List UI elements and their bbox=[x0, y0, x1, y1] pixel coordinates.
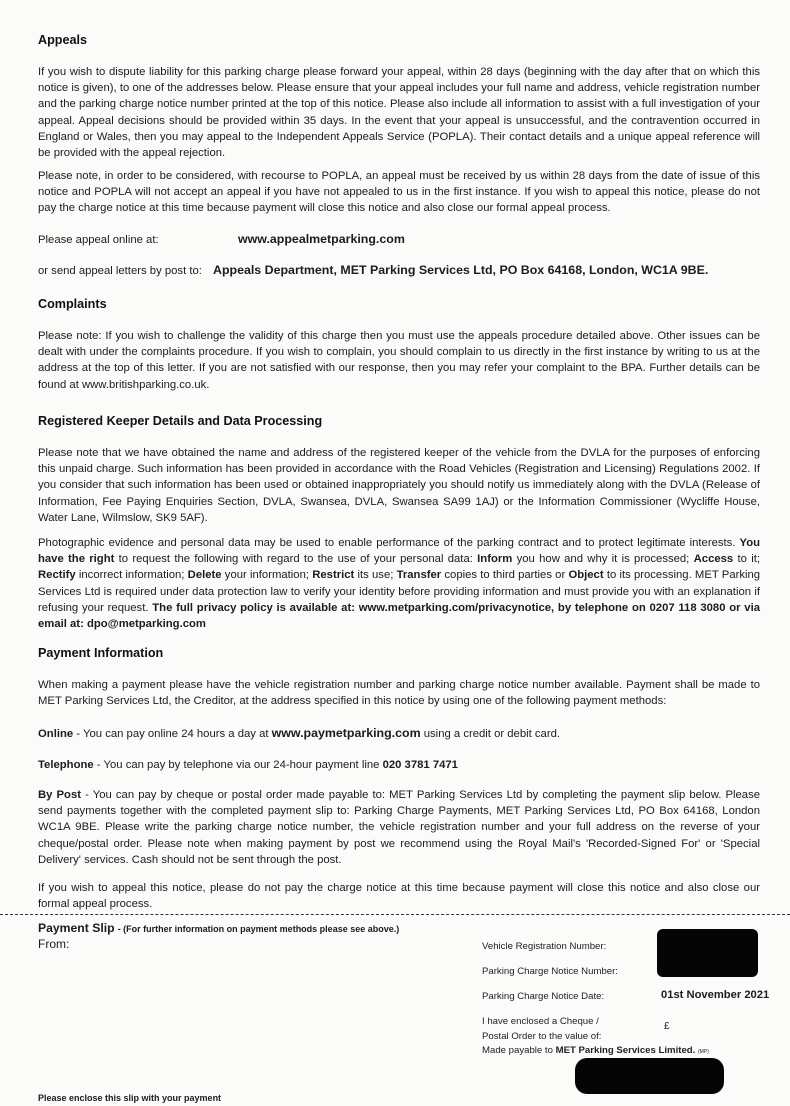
pcn-date-value: 01st November 2021 bbox=[661, 989, 770, 1001]
right-rectify: Rectify bbox=[38, 569, 76, 582]
complaints-heading: Complaints bbox=[38, 297, 107, 311]
keeper-heading: Registered Keeper Details and Data Processing bbox=[38, 414, 323, 428]
vrn-label: Vehicle Registration Number: bbox=[482, 941, 607, 952]
appeal-online-url[interactable]: www.appealmetparking.com bbox=[238, 232, 405, 246]
data-use-intro: Photographic evidence and personal data may be used to enable performance of the parking contract and to protect legitimate interests. bbox=[38, 537, 736, 549]
appeals-paragraph-1: If you wish to dispute liability for this parking charge please forward your appeal, within 28 days (beginning with the day after that on which this notice is given), to one of the addresses below. Please ensure that your appeal includes your full name and address, vehicle registration number and the parking charge notice number printed at the top of this notice. Please also include all information to assist with a full investigation of your appeal. Appeal decisions should be provided within 35 days. In the event that your appeal is unsuccessful, and the contravention occurred in England or Wales, then you may appeal to the Independent Appeals Service (POPLA). Their contact details and a unique appeal reference will be provided with the appeal rejection. bbox=[38, 66, 760, 160]
redacted-box-vehicle bbox=[657, 929, 758, 977]
pay-online-url[interactable]: www.paymetparking.com bbox=[271, 726, 421, 740]
appeal-online-label: Please appeal online at: bbox=[38, 234, 159, 246]
verification-text: to its processing. MET Parking Services Ltd is required under data protection law to verify your identity before providing information and must provide you with an explanation if refusing your request. bbox=[38, 569, 761, 614]
privacy-policy-text: The full privacy policy is available at: www.metparking.com/privacynotice, by telephone on 0207 118 3080 or via email at: dpo@metparking.com bbox=[38, 601, 761, 631]
currency-symbol: £ bbox=[664, 1021, 670, 1032]
pcn-date-label: Parking Charge Notice Date: bbox=[482, 991, 605, 1002]
slip-title-row bbox=[38, 920, 399, 937]
pay-online-text: - You can pay online 24 hours a day at bbox=[76, 728, 269, 740]
payable-name: MET Parking Services Limited. bbox=[555, 1045, 696, 1056]
right-transfer-text: copies to third parties or bbox=[444, 569, 566, 582]
pay-online-label: Online bbox=[38, 728, 74, 740]
appeal-post-address: Appeals Department, MET Parking Services Ltd, PO Box 64168, London, WC1A 9BE. bbox=[213, 263, 709, 277]
right-restrict: Restrict bbox=[312, 569, 355, 582]
right-restrict-text: its use; bbox=[357, 569, 394, 582]
redacted-box-reference bbox=[575, 1058, 724, 1094]
cheque-line-1: I have enclosed a Cheque / bbox=[482, 1016, 599, 1027]
payable-prefix: Made payable to bbox=[482, 1045, 553, 1056]
right-access: Access bbox=[693, 553, 734, 566]
pay-post-text: - You can pay by cheque or postal order made payable to: MET Parking Services Ltd by completing the payment slip below. Please send payments together with the completed payment slip to: Parking Charge Payments, MET Parking Services Ltd, PO Box 64168, London WC1A 9BE. Please write the parking charge notice number, the vehicle registration number and your full address on the reverse of your cheque/postal order. Please note when making payment by post we recommend using the Royal Mail's 'Recorded-Signed For' or 'Special Delivery' services. Cash should not be sent through the post. bbox=[38, 789, 761, 866]
complaints-paragraph: Please note: If you wish to challenge the validity of this charge then you must use the appeals procedure detailed above. Other issues can be dealt with under the complaints procedure. If you wish to complain, you should complain to us directly in the first instance by writing to us at the address at the top of this letter. If you are not satisfied with our response, then you may refer your complaint to the BPA. Further details can be found at www.britishparking.co.uk. bbox=[38, 330, 760, 391]
slip-bottom-note: Please enclose this slip with your payment bbox=[38, 1093, 222, 1103]
right-object: Object bbox=[568, 569, 604, 582]
slip-from-label: From: bbox=[38, 937, 70, 951]
pay-online-suffix: using a credit or debit card. bbox=[423, 728, 561, 740]
payment-final-paragraph: If you wish to appeal this notice, please do not pay the charge notice at this time because payment will close this notice and also close our formal appeal process. bbox=[38, 882, 760, 911]
pay-telephone-text: - You can pay by telephone via our 24-hour payment line bbox=[96, 759, 380, 771]
pay-online-line bbox=[38, 725, 560, 742]
right-inform-text: you how and why it is processed; bbox=[516, 553, 690, 566]
keeper-paragraph-1: Please note that we have obtained the name and address of the registered keeper of the vehicle from the DVLA for the purposes of enforcing this unpaid charge. Such information has been provided in accordance with the Road Vehicles (Registration and Licensing) Regulations 2002. If you consider that such information has been used or obtained inappropriately you should notify us immediately along with the DVLA (Release of Information, Fee Paying Enquiries Section, DVLA, Swansea, DVLA, Swansea SA99 1AJ) or the Information Commissioner (Wycliffe House, Water Lane, Wilmslow, SK9 5AF). bbox=[38, 447, 760, 524]
payment-paragraph: When making a payment please have the vehicle registration number and parking charge notice number available. Payment shall be made to MET Parking Services Ltd, the Creditor, at the address specified in this notice by using one of the following payment methods: bbox=[38, 679, 760, 708]
right-inform: Inform bbox=[477, 553, 513, 566]
right-delete-text: your information; bbox=[224, 569, 309, 582]
pay-telephone-label: Telephone bbox=[38, 759, 94, 771]
rights-label: You have the right bbox=[38, 537, 760, 566]
pay-telephone-line bbox=[38, 757, 458, 773]
rights-text: to request the following with regard to the use of your personal data: bbox=[118, 553, 473, 566]
right-transfer: Transfer bbox=[396, 569, 442, 582]
appeals-paragraph-2: Please note, in order to be considered, with recourse to POPLA, an appeal must be received by us within 28 days from the date of issue of this notice and POPLA will not accept an appeal if you have not appealed to us in the first instance. If you wish to appeal this notice, please do not pay the charge notice at this time because payment will close this notice and also close our formal appeal process. bbox=[38, 170, 760, 215]
appeal-post-label: or send appeal letters by post to: bbox=[38, 265, 202, 277]
pay-post-paragraph bbox=[38, 787, 760, 868]
keeper-paragraph-2 bbox=[38, 535, 760, 632]
right-rectify-text: incorrect information; bbox=[78, 569, 185, 582]
pay-post-label: By Post bbox=[38, 789, 82, 801]
pcn-label: Parking Charge Notice Number: bbox=[482, 966, 618, 977]
pay-telephone-number: 020 3781 7471 bbox=[382, 759, 458, 771]
cheque-line-2: Postal Order to the value of: bbox=[482, 1031, 602, 1042]
tear-off-line bbox=[0, 914, 790, 915]
appeals-heading: Appeals bbox=[38, 33, 87, 47]
payment-heading: Payment Information bbox=[38, 646, 164, 660]
slip-title: Payment Slip bbox=[38, 921, 115, 935]
right-access-text: to it; bbox=[737, 553, 761, 566]
right-delete: Delete bbox=[187, 569, 222, 582]
payable-code: (MP) bbox=[697, 1049, 709, 1055]
slip-subtitle: - (For further information on payment methods please see above.) bbox=[117, 924, 400, 934]
